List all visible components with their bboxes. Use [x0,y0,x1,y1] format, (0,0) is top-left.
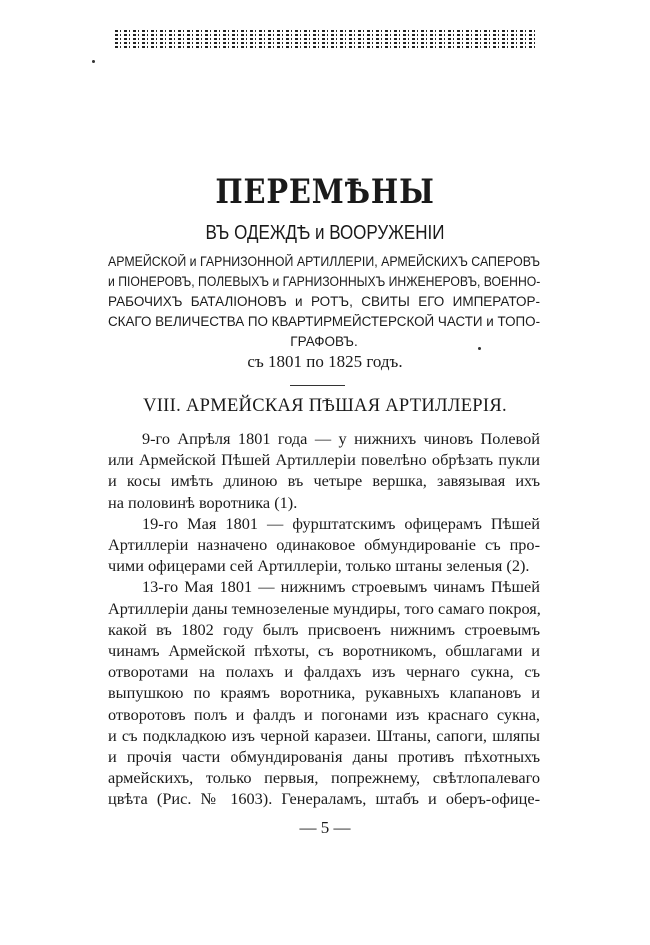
years-range: съ 1801 по 1825 годъ. [247,352,403,371]
description-line: СКАГО ВЕЛИЧЕСТВА ПО КВАРТИРМЕЙСТЕРСКОЙ ЧАСТИ и ТОПО- [108,314,541,329]
paragraph-line: 13-го Мая 1801 — нижнимъ строевымъ чинамъ Пѣшей [142,577,540,597]
paragraph-line: или Армейской Пѣшей Артиллеріи повелѣно обрѣзать пукли [108,450,540,470]
paragraph-line: выпушкою по краямъ воротника, рукавныхъ клапановъ и [108,683,540,703]
decorative-ornament-band [115,30,535,48]
description-line: и ПІОНЕРОВЪ, ПОЛЕВЫХЪ и ГАРНИЗОННЫХЪ ИНЖЕНЕРОВЪ, ВОЕННО- [108,274,541,289]
paragraph-line: Артиллеріи назначено одинаковое обмундированіе съ про- [108,535,540,554]
paragraph-line: и съ подкладкою изъ черной каразеи. Штаны, сапоги, шляпы [108,725,540,745]
page-title: ПЕРЕМѢНЫ [215,172,435,212]
paragraph-line: на половинѣ воротника (1). [108,492,298,512]
divider-rule [290,385,345,386]
paragraph-line: армейскихъ, только первыя, попрежнему, свѣтлопалеваго [108,768,540,788]
paragraph-line: отворотами на полахъ и фалдахъ изъ чернаго сукна, съ [108,662,540,682]
paragraph-line: цвѣта (Рис. № 1603). Генераламъ, штабъ и оберъ-офице- [108,789,540,809]
paragraph-line: и прочія части обмундированія даны противъ пѣхотныхъ [108,747,540,766]
paragraph-line: отворотовъ полъ и фалдъ и погонами изъ краснаго сукна, [108,704,540,724]
paragraph-line: Артиллеріи даны темнозеленые мундиры, того самаго покроя, [108,598,541,618]
paragraph-line: чими офицерами сей Артиллеріи, только штаны зеленыя (2). [108,556,530,576]
paragraph-line: чинамъ Армейской пѣхоты, съ воротникомъ, обшлагами и [108,641,540,660]
section-heading: VIII. АРМЕЙСКАЯ ПѢШАЯ АРТИЛЛЕРІЯ. [143,396,507,416]
page-number: — 5 — [299,818,351,837]
paragraph-line: и косы имѣть длиною въ четыре вершка, завязывая ихъ [108,471,540,491]
paragraph-line: какой въ 1802 году былъ присвоенъ нижнимъ строевымъ [108,619,540,639]
description-line: РАБОЧИХЪ БАТАЛІОНОВЪ и РОТЪ, СВИТЫ ЕГО ИМПЕРАТОР- [108,294,540,309]
paragraph-line: 19-го Мая 1801 — фурштатскимъ офицерамъ Пѣшей [142,513,540,533]
description-line: ГРАФОВЪ. [290,334,358,349]
paragraph-line: 9-го Апрѣля 1801 года — у нижнихъ чиновъ Полевой [142,429,540,448]
description-line: АРМЕЙСКОЙ и ГАРНИЗОННОЙ АРТИЛЛЕРІИ, АРМЕЙСКИХЪ САПЕРОВЪ [108,254,541,269]
page-subtitle: ВЪ ОДЕЖДѢ и ВООРУЖЕНІИ [205,222,445,244]
scan-speck [92,60,95,63]
